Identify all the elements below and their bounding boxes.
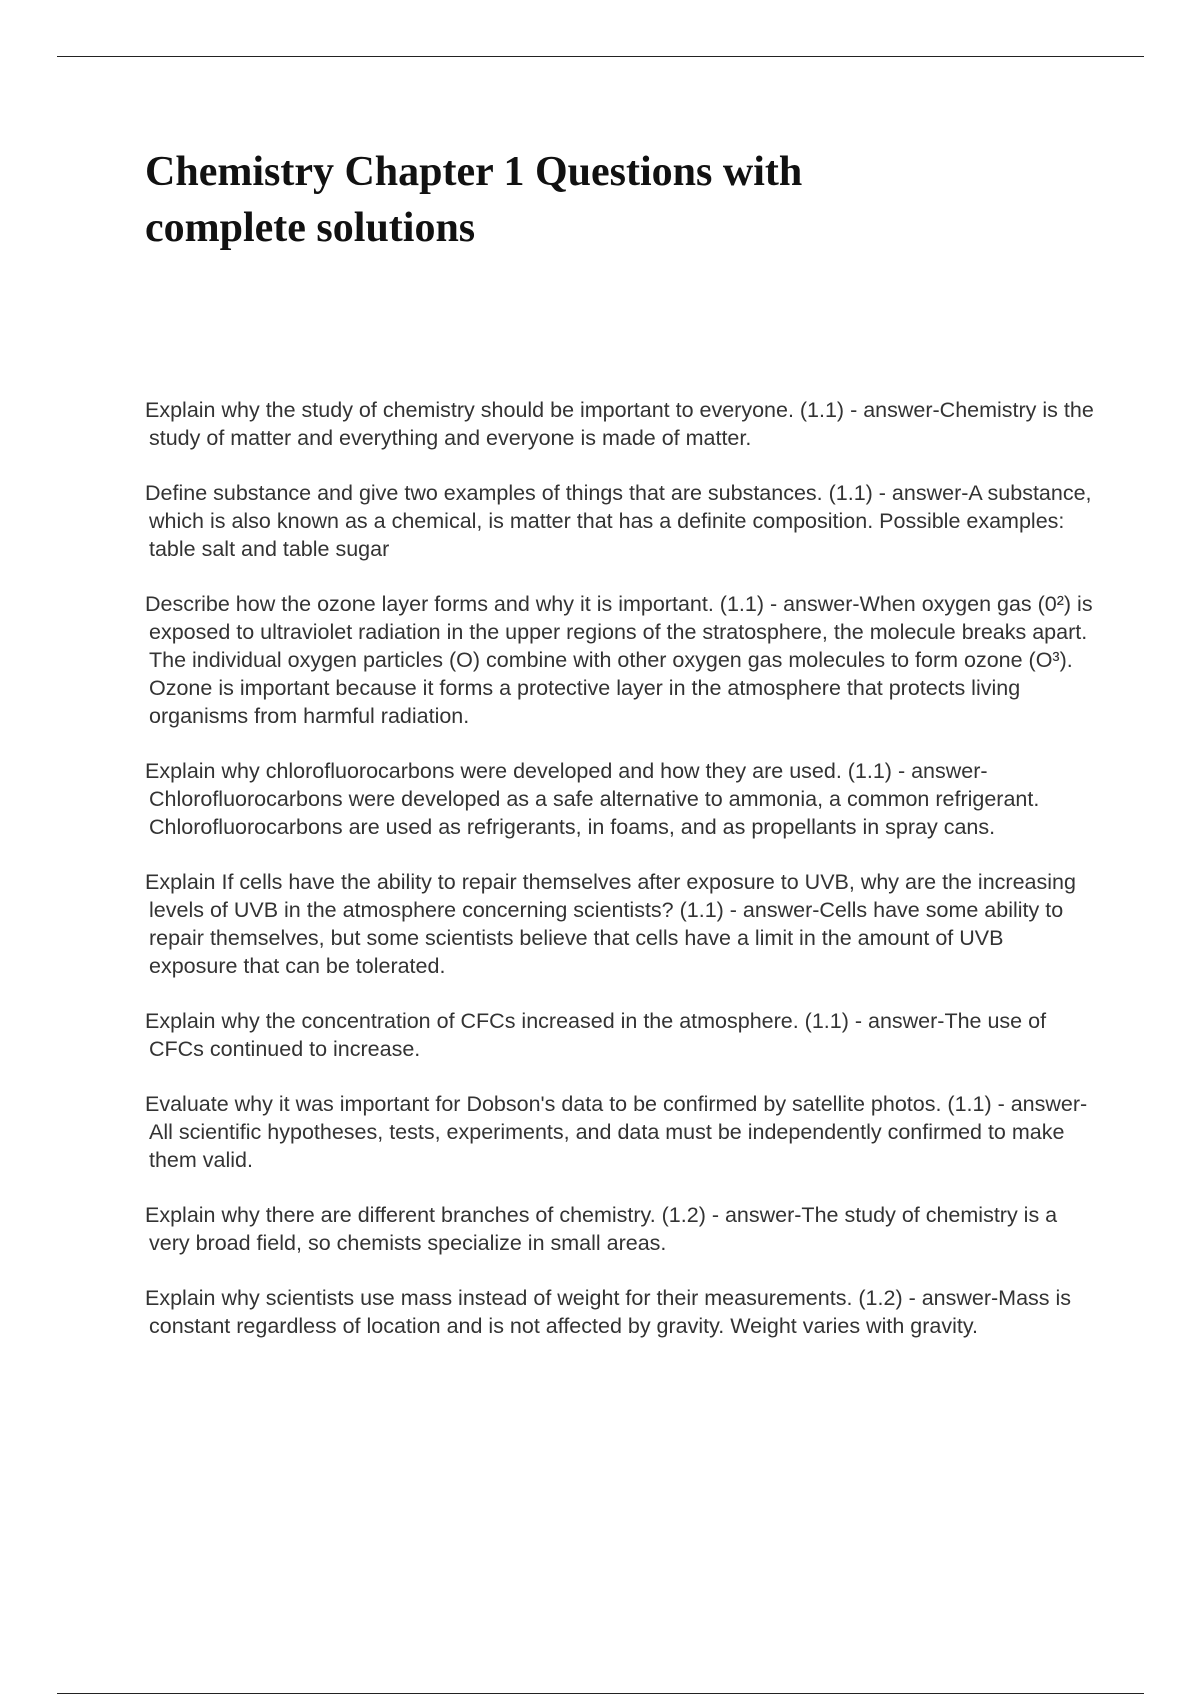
qa-text: Define substance and give two examples of things that are substances. (1.1) - answer-A substance, which is also known as a chemical, is matter that has a definite composition. Possible examples: table salt and table sugar [145,481,1092,561]
qa-text: Explain If cells have the ability to repair themselves after exposure to UVB, why are the increasing levels of UVB in the atmosphere concerning scientists? (1.1) - answer-Cells have some ability to repair themselves, but some scientists believe that cells have a limit in the amount of UVB exposure that can be tolerated. [145,870,1076,978]
qa-item-3 [145,590,1095,730]
qa-text: Explain why the study of chemistry should be important to everyone. (1.1) - answer-Chemistry is the study of matter and everything and everyone is made of matter. [145,398,1094,450]
qa-text: Explain why scientists use mass instead of weight for their measurements. (1.2) - answer-Mass is constant regardless of location and is not affected by gravity. Weight varies with gravity. [145,1286,1072,1338]
qa-item-2 [145,479,1095,563]
qa-item-4 [145,757,1095,841]
qa-text: Explain why chlorofluorocarbons were developed and how they are used. (1.1) - answer-Chlorofluorocarbons were developed as a safe alternative to ammonia, a common refrigerant. Chlorofluorocarbons are used as refrigerants, in foams, and as propellants in spray cans. [145,759,1040,839]
qa-item-8 [145,1201,1095,1257]
qa-item-5 [145,868,1095,980]
top-divider [57,56,1144,57]
qa-item-6 [145,1007,1095,1063]
qa-text: Evaluate why it was important for Dobson's data to be confirmed by satellite photos. (1.1) - answer-All scientific hypotheses, tests, experiments, and data must be independently confirmed to make them valid. [145,1092,1088,1172]
qa-item-1 [145,396,1095,452]
page-title-line-2: complete solutions [145,205,476,251]
page-title-line-1: Chemistry Chapter 1 Questions with [145,149,803,195]
qa-text: Explain why there are different branches of chemistry. (1.2) - answer-The study of chemistry is a very broad field, so chemists specialize in small areas. [145,1203,1058,1255]
qa-text: Describe how the ozone layer forms and why it is important. (1.1) - answer-When oxygen gas (0²) is exposed to ultraviolet radiation in the upper regions of the stratosphere, the molecule breaks apart. The individual oxygen particles (O) combine with other oxygen gas molecules to form ozone (O³). Ozone is important because it forms a protective layer in the atmosphere that protects living organisms from harmful radiation. [145,592,1093,728]
question-answer-list [145,396,1095,1367]
bottom-divider [57,1693,1144,1694]
qa-item-9 [145,1284,1095,1340]
qa-text: Explain why the concentration of CFCs increased in the atmosphere. (1.1) - answer-The use of CFCs continued to increase. [145,1009,1047,1061]
qa-item-7 [145,1090,1095,1174]
page-title [145,144,1045,256]
